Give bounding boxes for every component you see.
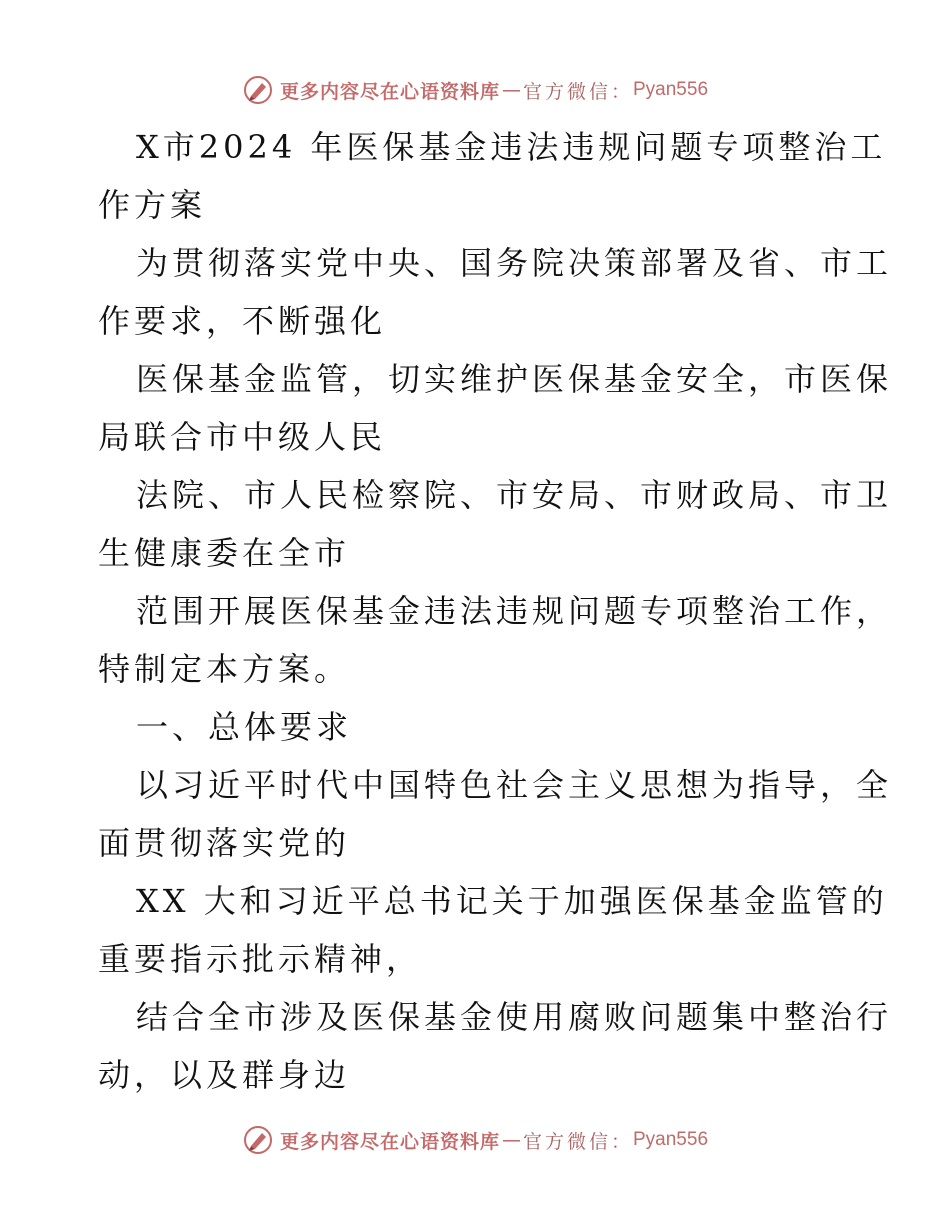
watermark-wechat-label: 官方微信：	[522, 80, 633, 103]
paragraph-line: X市2024 年医保基金违法违规问题专项整治工	[136, 128, 887, 166]
watermark-wechat-id: Pyan556	[633, 79, 709, 100]
paragraph-line: 结合全市涉及医保基金使用腐败问题集中整治行	[136, 998, 893, 1036]
paragraph	[98, 118, 887, 234]
watermark-footer	[0, 1120, 950, 1160]
pen-logo-icon	[242, 1124, 274, 1156]
paragraph-line: XX 大和习近平总书记关于加强医保基金监管的	[136, 882, 888, 920]
paragraph-line: 法院、市人民检察院、市安局、市财政局、市卫	[136, 476, 893, 514]
watermark-header	[0, 70, 950, 110]
watermark-dash: —	[501, 79, 521, 101]
watermark-brand: 更多内容尽在心语资料库	[279, 80, 500, 103]
paragraph-line: 动，以及群身边	[98, 1056, 351, 1094]
paragraph	[98, 582, 893, 698]
paragraph	[98, 988, 893, 1104]
watermark-wechat-label: 官方微信：	[522, 1130, 633, 1153]
watermark-wechat-id: Pyan556	[633, 1129, 709, 1150]
paragraph-line: 以习近平时代中国特色社会主义思想为指导，全	[136, 766, 893, 804]
paragraph-line: 面贯彻落实党的	[98, 824, 351, 862]
paragraph	[98, 756, 893, 872]
paragraph-line: 生健康委在全市	[98, 534, 351, 572]
document-body	[98, 118, 893, 1104]
paragraph-line: 局联合市中级人民	[98, 418, 387, 456]
watermark-brand: 更多内容尽在心语资料库	[279, 1130, 500, 1153]
paragraph-line: 作要求，不断强化	[98, 302, 387, 340]
paragraph-line: 特制定本方案。	[98, 650, 351, 688]
paragraph	[98, 872, 888, 988]
paragraph-line: 范围开展医保基金违法违规问题专项整治工作，	[136, 592, 893, 630]
paragraph	[98, 234, 893, 350]
section-heading	[98, 698, 858, 756]
watermark-dash: —	[501, 1129, 521, 1151]
paragraph-line: 作方案	[98, 186, 207, 224]
paragraph-line: 医保基金监管，切实维护医保基金安全，市医保	[136, 360, 893, 398]
paragraph-line: 为贯彻落实党中央、国务院决策部署及省、市工	[136, 244, 893, 282]
paragraph-line: 重要指示批示精神，	[98, 940, 423, 978]
section-heading-text: 一、总体要求	[136, 708, 353, 746]
paragraph	[98, 350, 893, 466]
paragraph	[98, 466, 893, 582]
pen-logo-icon	[242, 74, 274, 106]
